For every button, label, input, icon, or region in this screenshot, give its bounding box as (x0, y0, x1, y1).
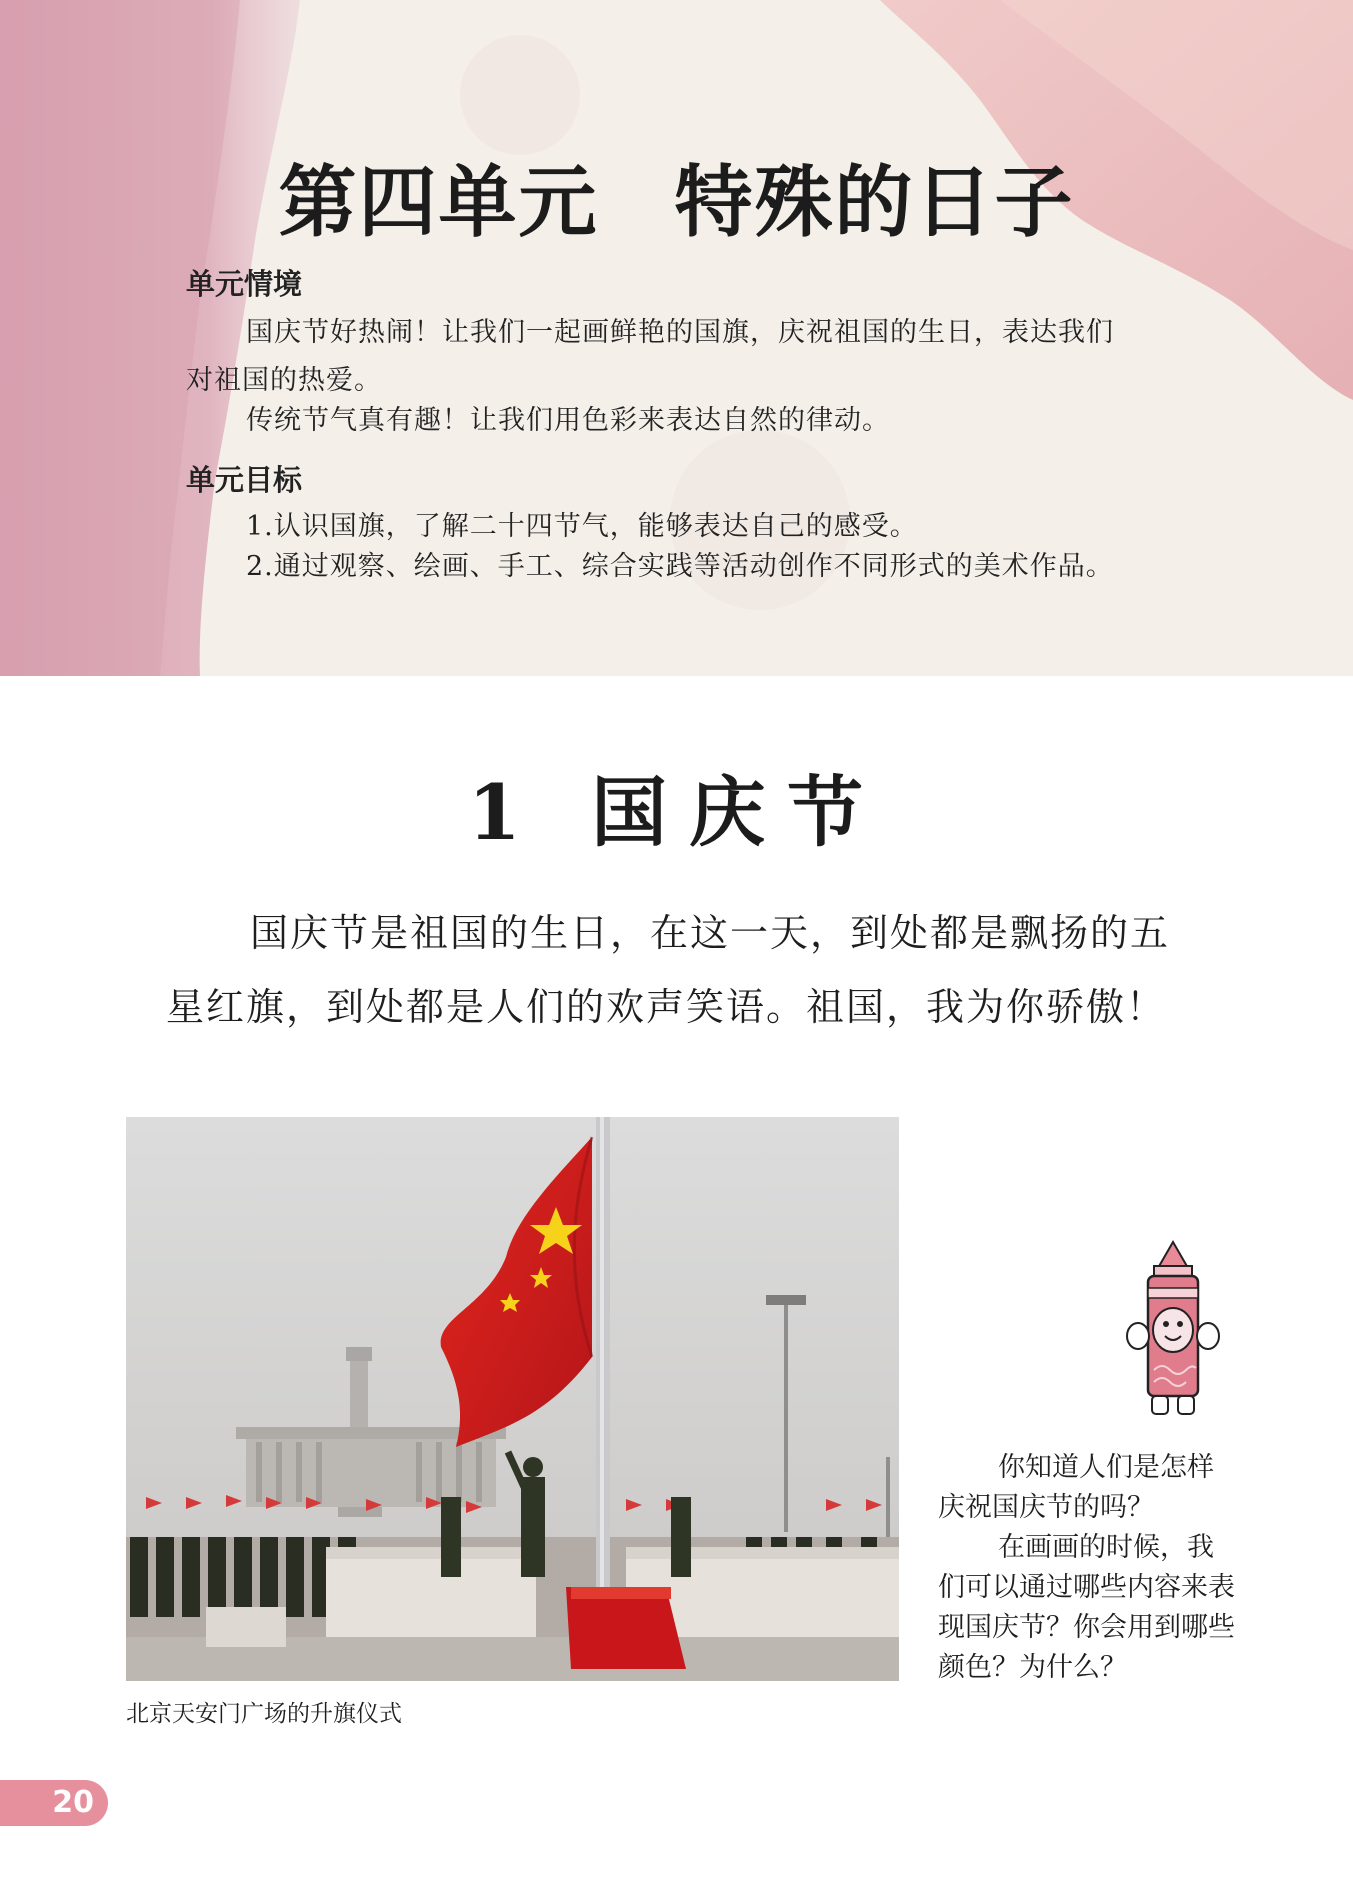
intro-line-2: 星红旗，到处都是人们的欢声笑语。祖国，我为你骄傲！ (166, 985, 1167, 1029)
goals-heading: 单元目标 (186, 463, 303, 497)
side-note (938, 1448, 1238, 1688)
unit-title (0, 140, 1353, 252)
goal-item-2: 2.通过观察、绘画、手工、综合实践等活动创作不同形式的美术作品。 (246, 551, 1114, 582)
side-note-question-1: 你知道人们是怎样庆祝国庆节的吗？ (938, 1452, 1214, 1523)
crayon-mascot-icon (1118, 1240, 1228, 1420)
goal-item-1: 1.认识国旗，了解二十四节气，能够表达自己的感受。 (246, 511, 918, 542)
situation-line-2: 对祖国的热爱。 (186, 365, 382, 396)
side-note-question-2: 在画画的时候，我们可以通过哪些内容来表现国庆节？你会用到哪些颜色？为什么？ (938, 1532, 1235, 1683)
unit-name: 特殊的日子 (674, 157, 1075, 248)
photo-caption: 北京天安门广场的升旗仪式 (126, 1701, 402, 1727)
situation-heading: 单元情境 (186, 267, 303, 301)
page-number-badge: 20 (0, 1780, 108, 1826)
flag-raising-photo (126, 1117, 899, 1681)
situation-line-3: 传统节气真有趣！让我们用色彩来表达自然的律动。 (246, 405, 890, 436)
lesson-title: 1 国庆节 (467, 768, 886, 857)
intro-line-1: 国庆节是祖国的生日，在这一天，到处都是飘扬的五 (250, 911, 1171, 955)
unit-number: 第四单元 (278, 157, 599, 248)
lesson-intro (166, 896, 1226, 1044)
unit-banner (0, 0, 1353, 676)
situation-line-1: 国庆节好热闹！让我们一起画鲜艳的国旗，庆祝祖国的生日，表达我们 (246, 317, 1114, 348)
